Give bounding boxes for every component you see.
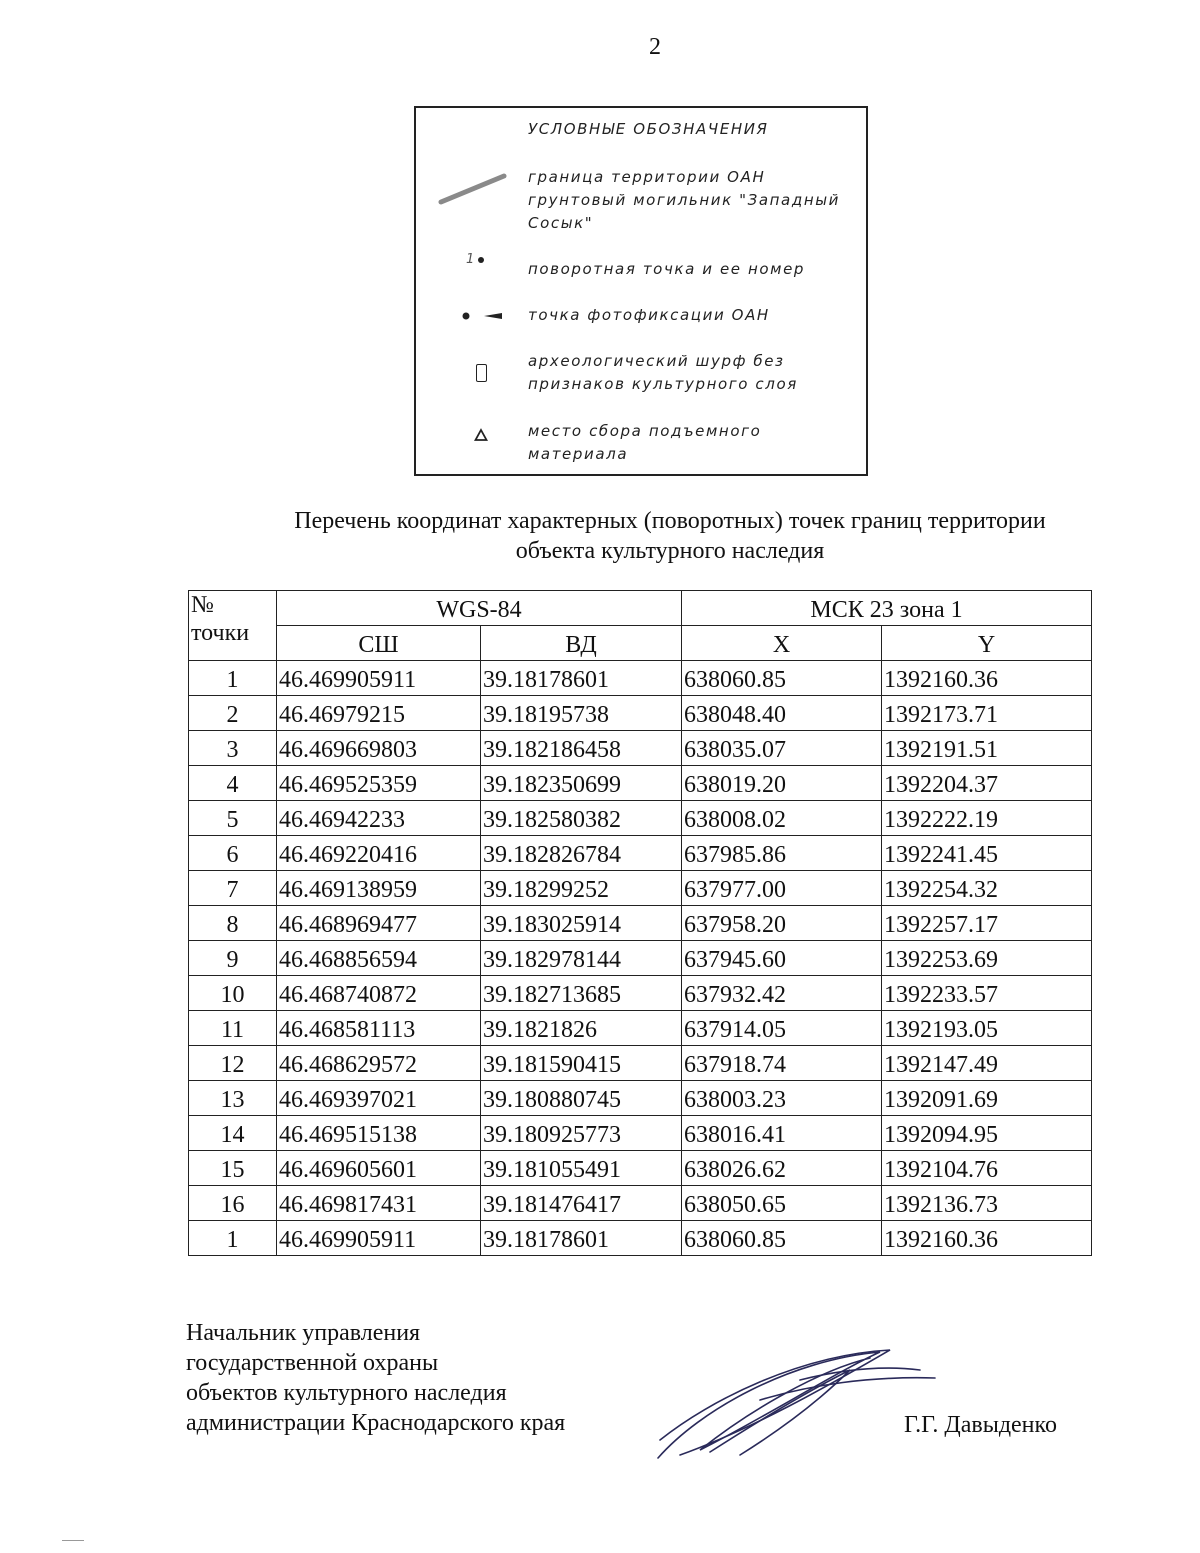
legend-item-boundary: граница территории ОАН грунтовый могильник "Западный Сосык" bbox=[528, 168, 841, 232]
table-row bbox=[189, 871, 1092, 906]
longitude-cell: 39.182978144 bbox=[481, 941, 682, 976]
x-cell: 638019.20 bbox=[682, 766, 882, 801]
legend-title: УСЛОВНЫЕ ОБОЗНАЧЕНИЯ bbox=[528, 120, 769, 138]
point-number-cell: 15 bbox=[189, 1151, 277, 1186]
table-row bbox=[189, 1081, 1092, 1116]
latitude-cell: 46.468740872 bbox=[277, 976, 481, 1011]
pit-icon bbox=[476, 364, 487, 382]
table-row bbox=[189, 836, 1092, 871]
longitude-cell: 39.182713685 bbox=[481, 976, 682, 1011]
latitude-cell: 46.469525359 bbox=[277, 766, 481, 801]
table-row bbox=[189, 661, 1092, 696]
latitude-cell: 46.468969477 bbox=[277, 906, 481, 941]
turning-point-label: 1 bbox=[466, 252, 476, 267]
latitude-cell: 46.469905911 bbox=[277, 1221, 481, 1256]
legend-item-photo-point: точка фотофиксации ОАН bbox=[528, 306, 770, 324]
point-number-cell: 3 bbox=[189, 731, 277, 766]
boundary-line-icon bbox=[438, 170, 508, 206]
legend-item-collection-site: место сбора подъемного материала bbox=[528, 422, 762, 463]
table-row bbox=[189, 906, 1092, 941]
longitude-cell: 39.18178601 bbox=[481, 1221, 682, 1256]
longitude-cell: 39.182186458 bbox=[481, 731, 682, 766]
legend-item-turning-point: поворотная точка и ее номер bbox=[528, 260, 806, 278]
latitude-cell: 46.469220416 bbox=[277, 836, 481, 871]
signer-name: Г.Г. Давыденко bbox=[904, 1412, 1057, 1438]
y-cell: 1392241.45 bbox=[882, 836, 1092, 871]
point-number-cell: 8 bbox=[189, 906, 277, 941]
wgs-header: WGS-84 bbox=[277, 591, 682, 626]
x-cell: 637932.42 bbox=[682, 976, 882, 1011]
longitude-cell: 39.18299252 bbox=[481, 871, 682, 906]
legend-item-pit: археологический шурф без признаков культурного слоя bbox=[528, 352, 798, 393]
x-cell: 638016.41 bbox=[682, 1116, 882, 1151]
y-cell: 1392094.95 bbox=[882, 1116, 1092, 1151]
x-cell: 638003.23 bbox=[682, 1081, 882, 1116]
x-cell: 637985.86 bbox=[682, 836, 882, 871]
longitude-cell: 39.180925773 bbox=[481, 1116, 682, 1151]
photo-point-icon bbox=[458, 308, 508, 324]
table-row bbox=[189, 1046, 1092, 1081]
triangle-icon bbox=[474, 428, 488, 442]
signer-position: Начальник управления государственной охраны объектов культурного наследия администрации Краснодарского края bbox=[186, 1320, 566, 1436]
x-cell: 637977.00 bbox=[682, 871, 882, 906]
latitude-cell: 46.468856594 bbox=[277, 941, 481, 976]
page-number: 2 bbox=[649, 34, 661, 60]
table-row bbox=[189, 766, 1092, 801]
point-number-header: № точки bbox=[189, 591, 277, 661]
y-cell: 1392257.17 bbox=[882, 906, 1092, 941]
y-cell: 1392091.69 bbox=[882, 1081, 1092, 1116]
y-cell: 1392253.69 bbox=[882, 941, 1092, 976]
latitude-cell: 46.469905911 bbox=[277, 661, 481, 696]
msk-header: МСК 23 зона 1 bbox=[682, 591, 1092, 626]
point-number-cell: 7 bbox=[189, 871, 277, 906]
table-header-row-2 bbox=[189, 626, 1092, 661]
x-cell: 638060.85 bbox=[682, 1221, 882, 1256]
y-cell: 1392136.73 bbox=[882, 1186, 1092, 1221]
table-row bbox=[189, 731, 1092, 766]
table-title: Перечень координат характерных (поворотных) точек границ территории объекта культурного наследия bbox=[294, 508, 1046, 564]
latitude-cell: 46.469138959 bbox=[277, 871, 481, 906]
longitude-header: ВД bbox=[481, 626, 682, 661]
point-number-cell: 1 bbox=[189, 1221, 277, 1256]
latitude-cell: 46.469397021 bbox=[277, 1081, 481, 1116]
y-cell: 1392160.36 bbox=[882, 661, 1092, 696]
point-number-cell: 12 bbox=[189, 1046, 277, 1081]
x-cell: 637918.74 bbox=[682, 1046, 882, 1081]
x-cell: 638026.62 bbox=[682, 1151, 882, 1186]
latitude-cell: 46.468581113 bbox=[277, 1011, 481, 1046]
x-cell: 638048.40 bbox=[682, 696, 882, 731]
table-row bbox=[189, 1116, 1092, 1151]
table-row bbox=[189, 801, 1092, 836]
longitude-cell: 39.181476417 bbox=[481, 1186, 682, 1221]
latitude-cell: 46.469817431 bbox=[277, 1186, 481, 1221]
x-cell: 637958.20 bbox=[682, 906, 882, 941]
table-row bbox=[189, 1011, 1092, 1046]
y-cell: 1392204.37 bbox=[882, 766, 1092, 801]
x-header: X bbox=[682, 626, 882, 661]
point-number-cell: 9 bbox=[189, 941, 277, 976]
point-number-cell: 5 bbox=[189, 801, 277, 836]
x-cell: 637945.60 bbox=[682, 941, 882, 976]
latitude-cell: 46.469605601 bbox=[277, 1151, 481, 1186]
point-number-cell: 13 bbox=[189, 1081, 277, 1116]
latitude-header: СШ bbox=[277, 626, 481, 661]
y-cell: 1392222.19 bbox=[882, 801, 1092, 836]
legend-box bbox=[414, 106, 868, 476]
latitude-cell: 46.468629572 bbox=[277, 1046, 481, 1081]
y-cell: 1392254.32 bbox=[882, 871, 1092, 906]
point-number-cell: 16 bbox=[189, 1186, 277, 1221]
point-number-cell: 10 bbox=[189, 976, 277, 1011]
point-number-cell: 2 bbox=[189, 696, 277, 731]
y-cell: 1392233.57 bbox=[882, 976, 1092, 1011]
table-row bbox=[189, 696, 1092, 731]
y-cell: 1392160.36 bbox=[882, 1221, 1092, 1256]
longitude-cell: 39.18195738 bbox=[481, 696, 682, 731]
longitude-cell: 39.1821826 bbox=[481, 1011, 682, 1046]
longitude-cell: 39.181590415 bbox=[481, 1046, 682, 1081]
latitude-cell: 46.46979215 bbox=[277, 696, 481, 731]
handwritten-signature bbox=[640, 1340, 940, 1470]
y-cell: 1392173.71 bbox=[882, 696, 1092, 731]
latitude-cell: 46.469515138 bbox=[277, 1116, 481, 1151]
latitude-cell: 46.46942233 bbox=[277, 801, 481, 836]
table-row bbox=[189, 941, 1092, 976]
longitude-cell: 39.180880745 bbox=[481, 1081, 682, 1116]
scan-mark bbox=[62, 1540, 84, 1541]
latitude-cell: 46.469669803 bbox=[277, 731, 481, 766]
y-header: Y bbox=[882, 626, 1092, 661]
longitude-cell: 39.18178601 bbox=[481, 661, 682, 696]
turning-point-icon bbox=[466, 252, 484, 267]
coordinates-table-body bbox=[189, 661, 1092, 1256]
y-cell: 1392191.51 bbox=[882, 731, 1092, 766]
longitude-cell: 39.183025914 bbox=[481, 906, 682, 941]
table-row bbox=[189, 976, 1092, 1011]
table-row bbox=[189, 1151, 1092, 1186]
point-number-cell: 1 bbox=[189, 661, 277, 696]
table-row bbox=[189, 1221, 1092, 1256]
table-row bbox=[189, 1186, 1092, 1221]
y-cell: 1392104.76 bbox=[882, 1151, 1092, 1186]
x-cell: 638035.07 bbox=[682, 731, 882, 766]
table-header-row-1 bbox=[189, 591, 1092, 626]
longitude-cell: 39.182350699 bbox=[481, 766, 682, 801]
longitude-cell: 39.182580382 bbox=[481, 801, 682, 836]
y-cell: 1392193.05 bbox=[882, 1011, 1092, 1046]
x-cell: 638060.85 bbox=[682, 661, 882, 696]
point-number-cell: 14 bbox=[189, 1116, 277, 1151]
coordinates-table bbox=[188, 590, 1092, 1256]
longitude-cell: 39.181055491 bbox=[481, 1151, 682, 1186]
longitude-cell: 39.182826784 bbox=[481, 836, 682, 871]
x-cell: 637914.05 bbox=[682, 1011, 882, 1046]
x-cell: 638008.02 bbox=[682, 801, 882, 836]
y-cell: 1392147.49 bbox=[882, 1046, 1092, 1081]
point-number-cell: 6 bbox=[189, 836, 277, 871]
x-cell: 638050.65 bbox=[682, 1186, 882, 1221]
point-number-cell: 4 bbox=[189, 766, 277, 801]
point-number-cell: 11 bbox=[189, 1011, 277, 1046]
